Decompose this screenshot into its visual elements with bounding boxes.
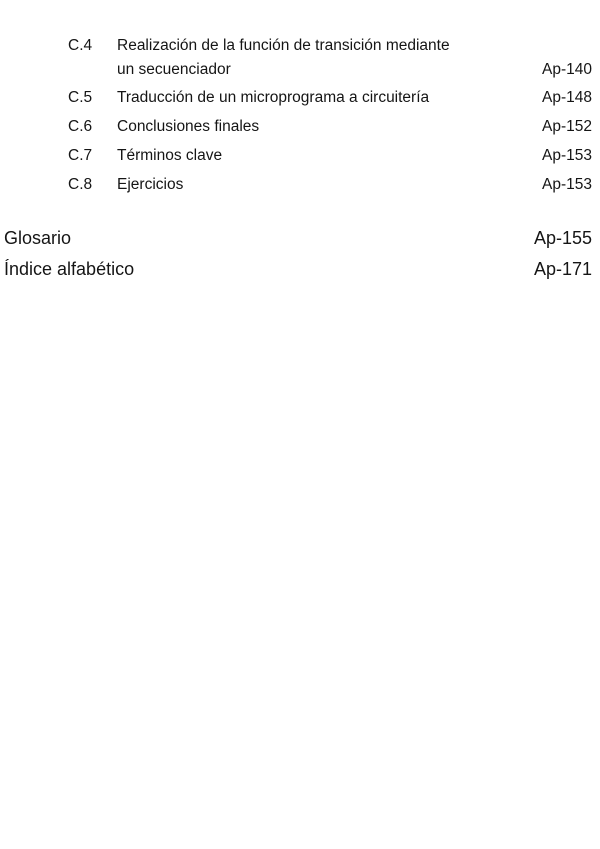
section-title-line-1: Realización de la función de transición mediante bbox=[117, 37, 450, 54]
section-title: Términos clave bbox=[117, 147, 223, 164]
page-number: Ap-152 bbox=[542, 118, 592, 135]
toc-entry-c4[interactable] bbox=[0, 34, 600, 82]
section-title: Traducción de un microprograma a circuitería bbox=[117, 89, 430, 106]
toc-entry-c5[interactable] bbox=[0, 86, 600, 110]
page-number: Ap-155 bbox=[533, 228, 592, 248]
toc-entry-c7[interactable] bbox=[0, 144, 600, 168]
toc-entry-glosario[interactable] bbox=[0, 225, 600, 251]
section-number: C.4 bbox=[68, 37, 93, 54]
section-title: Ejercicios bbox=[117, 176, 184, 193]
section-number: C.6 bbox=[68, 118, 93, 135]
toc-entry-indice-alfabetico[interactable] bbox=[0, 256, 600, 282]
toc-entry-c6[interactable] bbox=[0, 115, 600, 139]
entry-title: Glosario bbox=[4, 228, 72, 248]
section-number: C.5 bbox=[68, 89, 93, 106]
page-number: Ap-148 bbox=[542, 89, 592, 106]
toc-entry-c8[interactable] bbox=[0, 173, 600, 197]
page-number: Ap-153 bbox=[542, 147, 592, 164]
section-number: C.7 bbox=[68, 147, 93, 164]
page-number: Ap-140 bbox=[542, 61, 592, 78]
section-title-line-2: un secuenciador bbox=[117, 61, 231, 78]
section-title: Conclusiones finales bbox=[117, 118, 260, 135]
section-number: C.8 bbox=[68, 176, 93, 193]
page-number: Ap-153 bbox=[542, 176, 592, 193]
page-number: Ap-171 bbox=[533, 259, 592, 279]
entry-title: Índice alfabético bbox=[4, 259, 135, 279]
